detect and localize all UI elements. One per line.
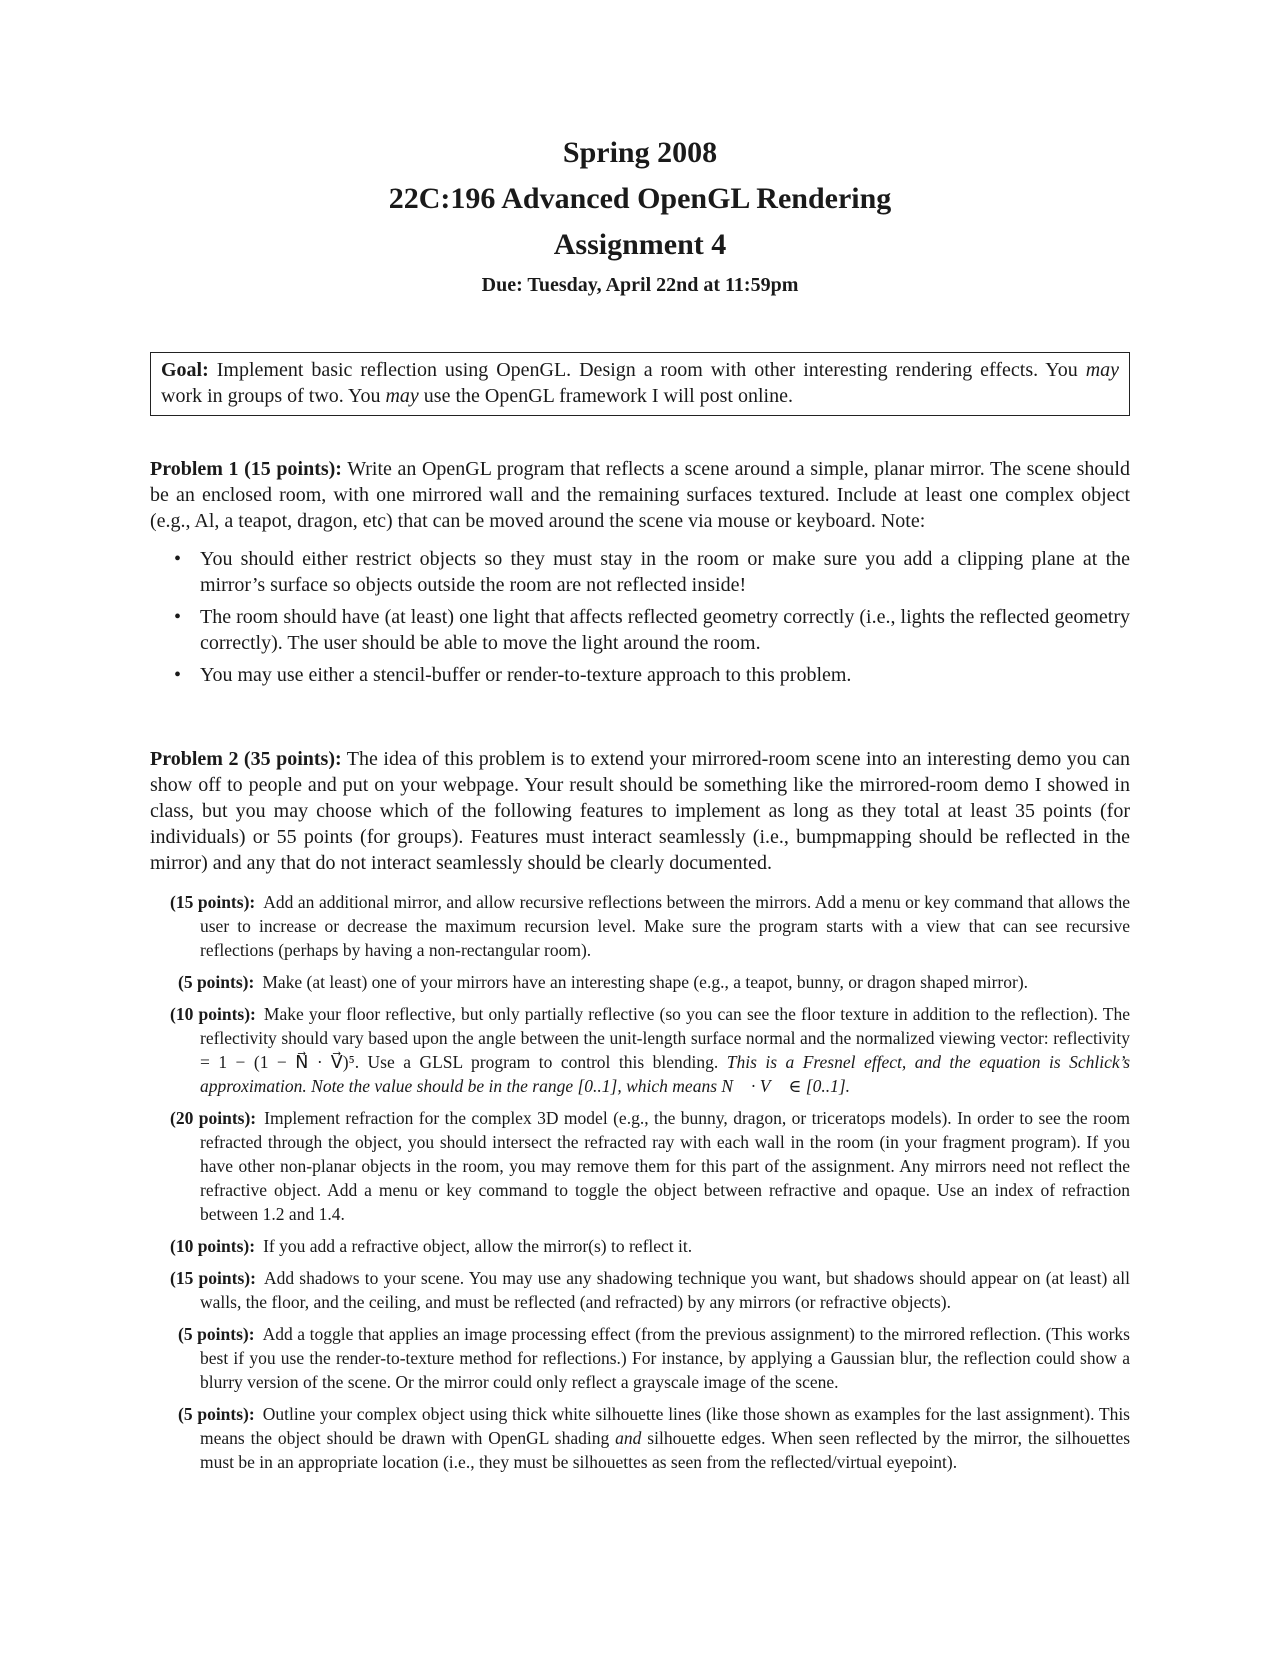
feature-item bbox=[150, 1002, 1130, 1098]
goal-label: Goal: bbox=[161, 359, 209, 381]
feature-text-italic: and bbox=[615, 1428, 642, 1448]
goal-box bbox=[150, 352, 1130, 416]
feature-text: If you add a refractive object, allow the mirror(s) to reflect it. bbox=[263, 1236, 693, 1256]
goal-text-a: Implement basic reflection using OpenGL. Design a room with other interesting rendering effects. You bbox=[216, 359, 1078, 381]
bullet-item: • You should either restrict objects so they must stay in the room or make sure you add a clipping plane at the mirror’s surface so objects outside the room are not reflected inside! bbox=[200, 546, 1130, 598]
goal-text-b: work in groups of two. You bbox=[161, 385, 381, 407]
problem-1-label: Problem 1 (15 points): bbox=[150, 458, 342, 480]
feature-item bbox=[150, 1106, 1130, 1226]
feature-points: (10 points): bbox=[170, 1004, 256, 1024]
problem-1-text: Write an OpenGL program that reflects a scene around a simple, planar mirror. The scene should be an enclosed room, with one mirrored wall and the remaining surfaces textured. Include at least one complex object (e.g., Al, a teapot, dragon, etc) that can be moved around the scene via mouse or keyboard. Note: bbox=[150, 458, 1130, 532]
feature-points: (15 points): bbox=[170, 1268, 256, 1288]
feature-item bbox=[150, 890, 1130, 962]
feature-text: Make your floor reflective, but only partially reflective (so you can see the floor texture in addition to the reflection). The reflectivity should vary based upon the angle between the unit-length surface normal and the normalized viewing vector: reflectivity = 1 − (1 − N⃗ · V⃗)⁵. Use a GLSL program to control this blending. bbox=[200, 1004, 1130, 1072]
feature-points: (5 points): bbox=[178, 972, 255, 992]
feature-text: silhouette edges. When seen reflected by the mirror, the silhouettes must be in an appropriate location (i.e., they must be silhouettes as seen from the reflected/virtual eyepoint). bbox=[200, 1428, 1131, 1472]
goal-may-2: may bbox=[385, 385, 419, 407]
goal-text-c: use the OpenGL framework I will post online. bbox=[423, 385, 793, 407]
bullet-item: • You may use either a stencil-buffer or render-to-texture approach to this problem. bbox=[200, 662, 1130, 688]
due-date: Due: Tuesday, April 22nd at 11:59pm bbox=[481, 274, 799, 296]
document-page bbox=[150, 130, 1130, 1482]
feature-points: (15 points): bbox=[170, 892, 256, 912]
goal-may-1: may bbox=[1085, 359, 1120, 381]
feature-item bbox=[150, 1266, 1130, 1314]
feature-item bbox=[150, 1322, 1130, 1394]
problem-1 bbox=[150, 456, 1130, 688]
feature-text: Add a toggle that applies an image processing effect (from the previous assignment) to the mirrored reflection. (This works best if you use the render-to-texture method for reflections.) For instance, by applying a Gaussian blur, the reflection could show a blurry version of the scene. Or the mirror could only reflect a grayscale image of the scene. bbox=[200, 1324, 1130, 1392]
problem-2-text: The idea of this problem is to extend your mirrored-room scene into an interesting demo you can show off to people and put on your webpage. Your result should be something like the mirrored-room demo I showed in class, but you may choose which of the following features to implement as long as they total at least 35 points (for individuals) or 55 points (for groups). Features must interact seamlessly (i.e., bumpmapping should be reflected in the mirror) and any that do not interact seamlessly should be clearly documented. bbox=[150, 748, 1131, 874]
feature-list bbox=[150, 890, 1130, 1474]
feature-text-italic: This is a Fresnel effect, and the equation is Schlick’s approximation. Note the value should be in the range [0..1], which means N⃗ · V⃗ ∈ [0..1]. bbox=[200, 1052, 1131, 1096]
feature-text: Outline your complex object using thick white silhouette lines (like those shown as examples for the last assignment). This means the object should be drawn with OpenGL shading bbox=[200, 1404, 1130, 1448]
feature-points: (20 points): bbox=[170, 1108, 257, 1128]
problem-1-bullets bbox=[150, 546, 1130, 688]
term-title: Spring 2008 bbox=[562, 136, 718, 169]
bullet-item: • The room should have (at least) one light that affects reflected geometry correctly (i.e., lights the reflected geometry correctly). The user should be able to move the light around the room. bbox=[200, 604, 1130, 656]
feature-item bbox=[150, 970, 1130, 994]
feature-text: Implement refraction for the complex 3D model (e.g., the bunny, dragon, or triceratops models). In order to see the room refracted through the object, you should intersect the refracted ray with each wall in the room (in your fragment program). If you have other non-planar objects in the room, you may remove them for this part of the assignment. Any mirrors need not reflect the refractive object. Add a menu or key command to toggle the object between refractive and opaque. Use an index of refraction between 1.2 and 1.4. bbox=[200, 1108, 1130, 1224]
course-title: 22C:196 Advanced OpenGL Rendering bbox=[388, 182, 892, 215]
feature-text: Add an additional mirror, and allow recursive reflections between the mirrors. Add a menu or key command that allows the user to increase or decrease the maximum recursion level. Make sure the program starts with a view that can see recursive reflections (perhaps by having a non-rectangular room). bbox=[200, 892, 1130, 960]
assignment-title: Assignment 4 bbox=[553, 228, 727, 261]
feature-item bbox=[150, 1234, 1130, 1258]
feature-item bbox=[150, 1402, 1130, 1474]
document-header bbox=[150, 130, 1130, 300]
feature-points: (5 points): bbox=[178, 1324, 255, 1344]
problem-2-label: Problem 2 (35 points): bbox=[150, 748, 342, 770]
feature-text: Add shadows to your scene. You may use any shadowing technique you want, but shadows should appear on (at least) all walls, the floor, and the ceiling, and must be reflected (and refracted) by any mirrors (or refractive objects). bbox=[200, 1268, 1130, 1312]
feature-text: Make (at least) one of your mirrors have an interesting shape (e.g., a teapot, bunny, or dragon shaped mirror). bbox=[262, 972, 1029, 992]
feature-points: (5 points): bbox=[178, 1404, 255, 1424]
problem-2 bbox=[150, 746, 1130, 1474]
feature-points: (10 points): bbox=[170, 1236, 256, 1256]
